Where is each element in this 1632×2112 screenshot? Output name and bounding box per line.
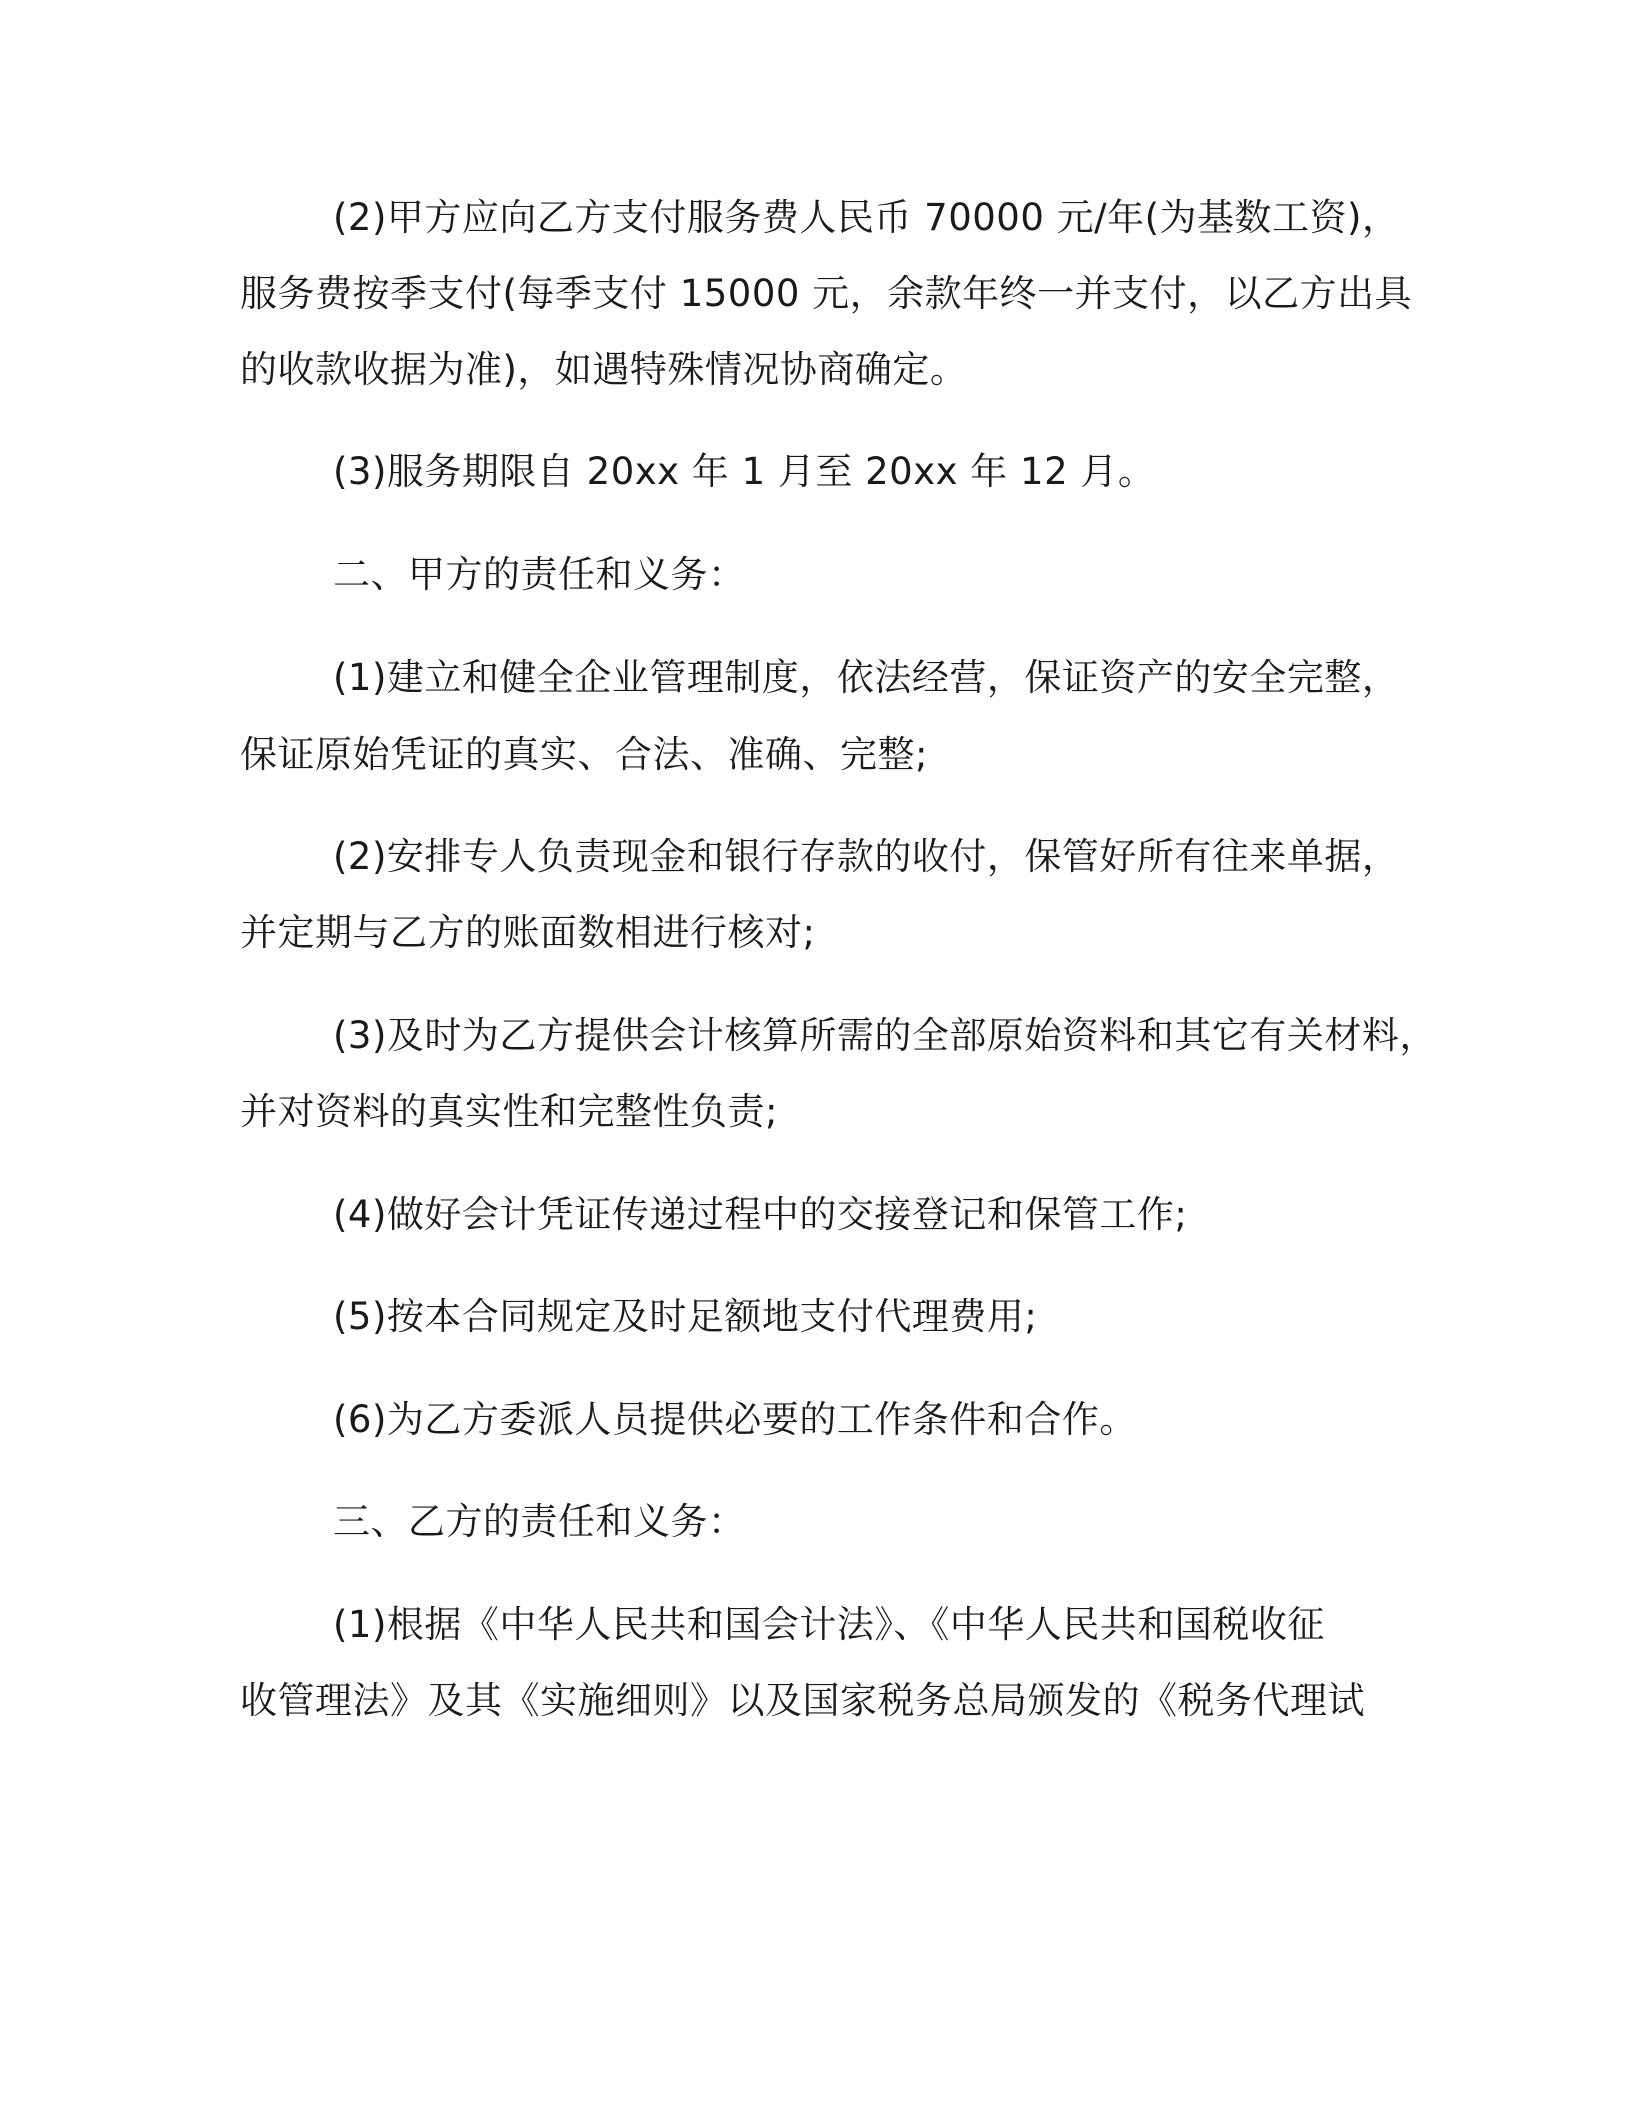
text-line: (1)建立和健全企业管理制度，依法经营，保证资产的安全完整，: [333, 656, 1400, 699]
text-line: 并对资料的真实性和完整性负责;: [240, 1090, 778, 1133]
text-line: (1)根据《中华人民共和国会计法》、《中华人民共和国税收征: [333, 1603, 1325, 1646]
text-line: 并定期与乙方的账面数相进行核对;: [240, 911, 816, 954]
text-line: (3)及时为乙方提供会计核算所需的全部原始资料和其它有关材料，: [333, 1014, 1437, 1057]
section-heading: 三、乙方的责任和义务：: [333, 1500, 746, 1543]
text-line: (2)安排专人负责现金和银行存款的收付，保管好所有往来单据，: [333, 835, 1400, 878]
text-line: 服务费按季支付(每季支付 15000 元，余款年终一并支付，以乙方出具: [240, 272, 1413, 315]
text-line: (4)做好会计凭证传递过程中的交接登记和保管工作;: [333, 1193, 1188, 1236]
text-line: 的收款收据为准)，如遇特殊情况协商确定。: [240, 348, 968, 391]
text-line: (6)为乙方委派人员提供必要的工作条件和合作。: [333, 1398, 1137, 1441]
text-line: (2)甲方应向乙方支付服务费人民币 70000 元/年(为基数工资)，: [333, 196, 1400, 239]
text-line: (3)服务期限自 20xx 年 1 月至 20xx 年 12 月。: [333, 450, 1156, 493]
text-line: 保证原始凭证的真实、合法、准确、完整;: [240, 733, 928, 776]
text-line: (5)按本合同规定及时足额地支付代理费用;: [333, 1295, 1038, 1338]
text-line: 收管理法》及其《实施细则》以及国家税务总局颁发的《税务代理试: [240, 1679, 1365, 1722]
section-heading: 二、甲方的责任和义务：: [333, 553, 746, 596]
